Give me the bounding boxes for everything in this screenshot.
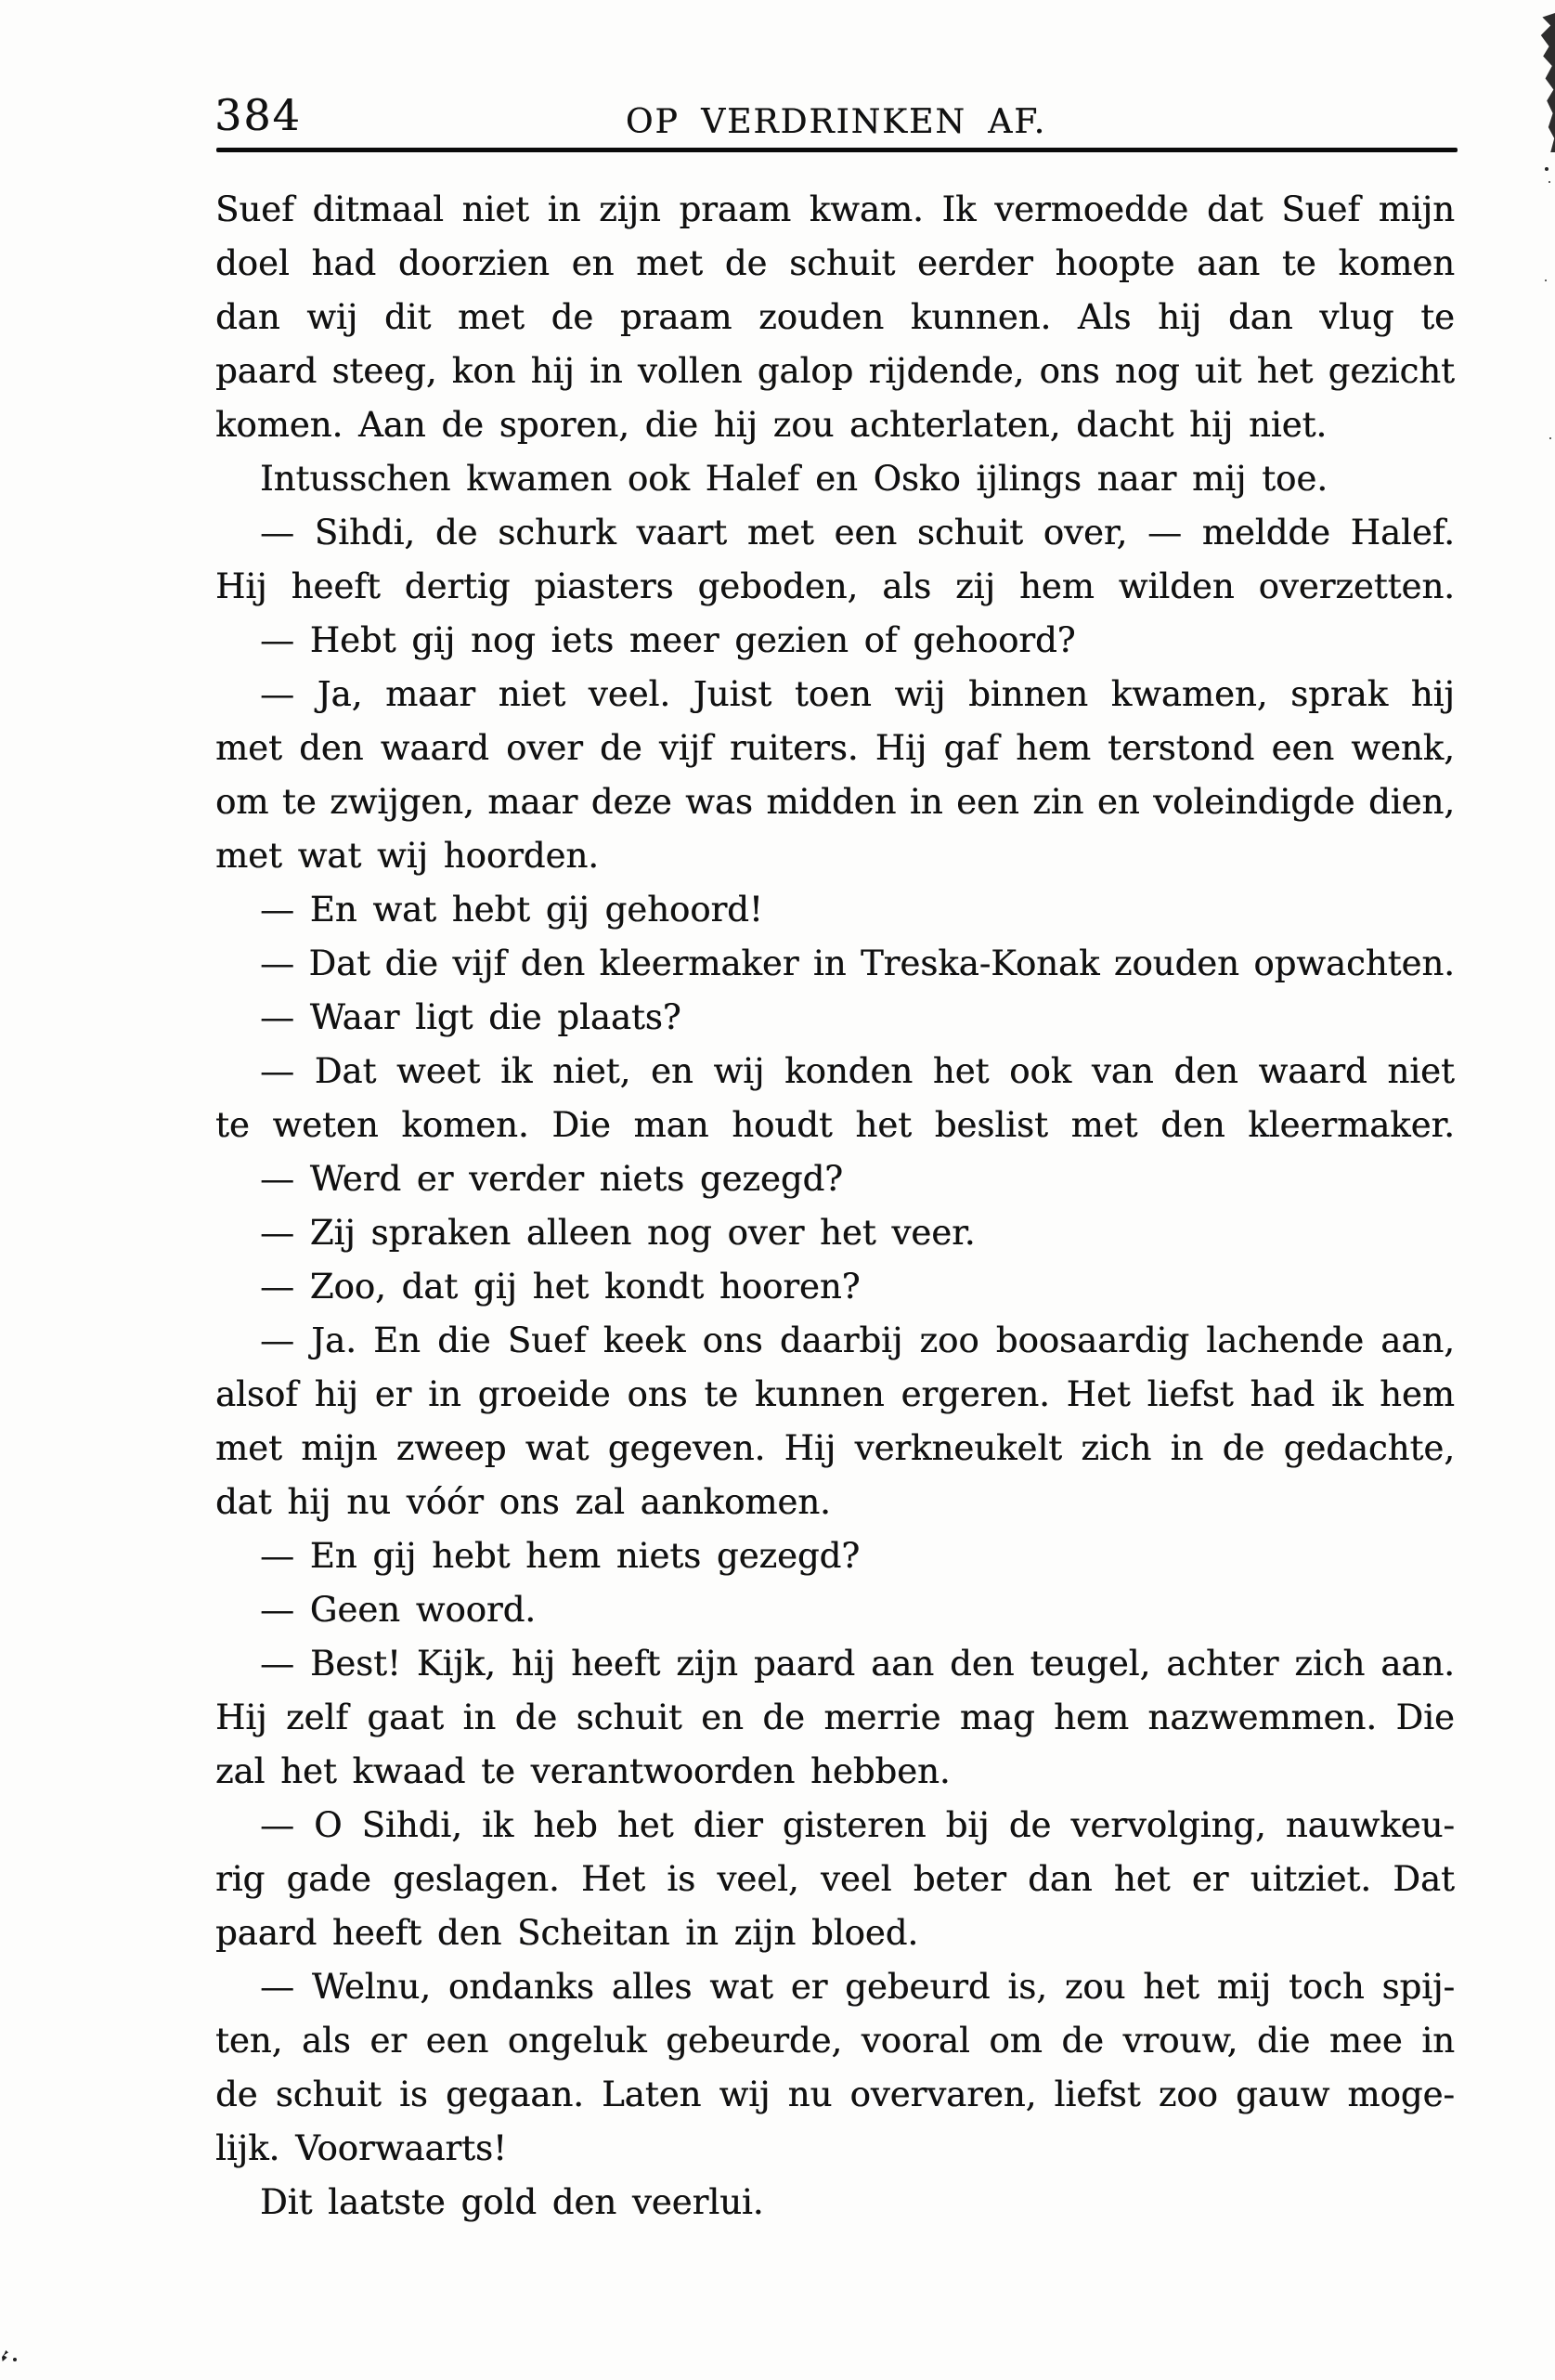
scan-speck-bottom-left-2 bbox=[13, 2358, 17, 2361]
text-line: — Best! Kijk, hij heeft zijn paard aan den teugel, achter zich aan. bbox=[260, 1644, 1455, 1684]
text-line: — O Sihdi, ik heb het dier gisteren bij de vervolging, nauwkeu- bbox=[260, 1805, 1455, 1845]
text-line: — Sihdi, de schurk vaart met een schuit over, — meldde Halef. bbox=[260, 513, 1455, 553]
text-line: paard heeft den Scheitan in zijn bloed. bbox=[215, 1913, 919, 1953]
text-line: met den waard over de vijf ruiters. Hij gaf hem terstond een wenk, bbox=[215, 728, 1455, 768]
text-line: doel had doorzien en met de schuit eerder hoopte aan te komen bbox=[215, 243, 1455, 283]
text-line: zal het kwaad te verantwoorden hebben. bbox=[215, 1751, 951, 1791]
text-line: — Zoo, dat gij het kondt hooren? bbox=[260, 1267, 861, 1307]
text-line: alsof hij er in groeide ons te kunnen ergeren. Het liefst had ik hem bbox=[215, 1374, 1455, 1414]
text-line: dan wij dit met de praam zouden kunnen. Als hij dan vlug te bbox=[215, 297, 1455, 337]
running-title: OP VERDRINKEN AF. bbox=[625, 103, 1047, 141]
text-line: rig gade geslagen. Het is veel, veel beter dan het er uitziet. Dat bbox=[215, 1859, 1455, 1899]
text-line: — Welnu, ondanks alles wat er gebeurd is, zou het mij toch spij- bbox=[260, 1967, 1455, 2007]
text-line: Intusschen kwamen ook Halef en Osko ijlings naar mij toe. bbox=[260, 459, 1328, 499]
page-body bbox=[215, 183, 1455, 2230]
scan-speck-trail bbox=[1545, 167, 1549, 171]
text-line: — Zij spraken alleen nog over het veer. bbox=[260, 1213, 976, 1253]
text-line: Dit laatste gold den veerlui. bbox=[260, 2182, 764, 2222]
text-line: — Ja, maar niet veel. Juist toen wij binnen kwamen, sprak hij bbox=[260, 674, 1455, 714]
text-line: te weten komen. Die man houdt het beslist met den kleermaker. bbox=[215, 1105, 1455, 1145]
text-line: — Hebt gij nog iets meer gezien of gehoord? bbox=[260, 620, 1076, 660]
text-line: — Waar ligt die plaats? bbox=[260, 997, 681, 1037]
text-line: Hij heeft dertig piasters geboden, als zij hem wilden overzetten. bbox=[215, 566, 1455, 606]
text-line: komen. Aan de sporen, die hij zou achterlaten, dacht hij niet. bbox=[215, 405, 1328, 445]
text-line: om te zwijgen, maar deze was midden in een zin en voleindigde dien, bbox=[215, 782, 1455, 822]
text-line: Suef ditmaal niet in zijn praam kwam. Ik vermoedde dat Suef mijn bbox=[215, 189, 1455, 229]
text-line: met mijn zweep wat gegeven. Hij verkneukelt zich in de gedachte, bbox=[215, 1428, 1455, 1468]
text-line: — En gij hebt hem niets gezegd? bbox=[260, 1536, 861, 1576]
text-line: — Dat die vijf den kleermaker in Treska-Konak zouden opwachten. bbox=[260, 943, 1455, 983]
text-line: — Werd er verder niets gezegd? bbox=[260, 1159, 844, 1199]
header-rule bbox=[216, 148, 1458, 152]
text-line: lijk. Voorwaarts! bbox=[215, 2128, 507, 2168]
scan-speck-bottom-left bbox=[2, 2350, 8, 2361]
page-number: 384 bbox=[214, 90, 302, 140]
text-line: — En wat hebt gij gehoord! bbox=[260, 890, 763, 930]
text-line: ten, als er een ongeluk gebeurde, vooral om de vrouw, die mee in bbox=[215, 2021, 1455, 2061]
text-line: — Dat weet ik niet, en wij konden het ook van den waard niet bbox=[260, 1051, 1455, 1091]
scan-smudge-top-right bbox=[1540, 13, 1555, 152]
text-line: met wat wij hoorden. bbox=[215, 836, 599, 876]
text-line: — Ja. En die Suef keek ons daarbij zoo boosaardig lachende aan, bbox=[260, 1320, 1455, 1360]
text-line: — Geen woord. bbox=[260, 1590, 537, 1630]
text-line: de schuit is gegaan. Laten wij nu overvaren, liefst zoo gauw moge- bbox=[215, 2074, 1455, 2114]
text-line: dat hij nu vóór ons zal aankomen. bbox=[215, 1482, 831, 1522]
text-line: paard steeg, kon hij in vollen galop rijdende, ons nog uit het gezicht bbox=[215, 351, 1455, 391]
text-line: Hij zelf gaat in de schuit en de merrie mag hem nazwemmen. Die bbox=[215, 1697, 1455, 1737]
